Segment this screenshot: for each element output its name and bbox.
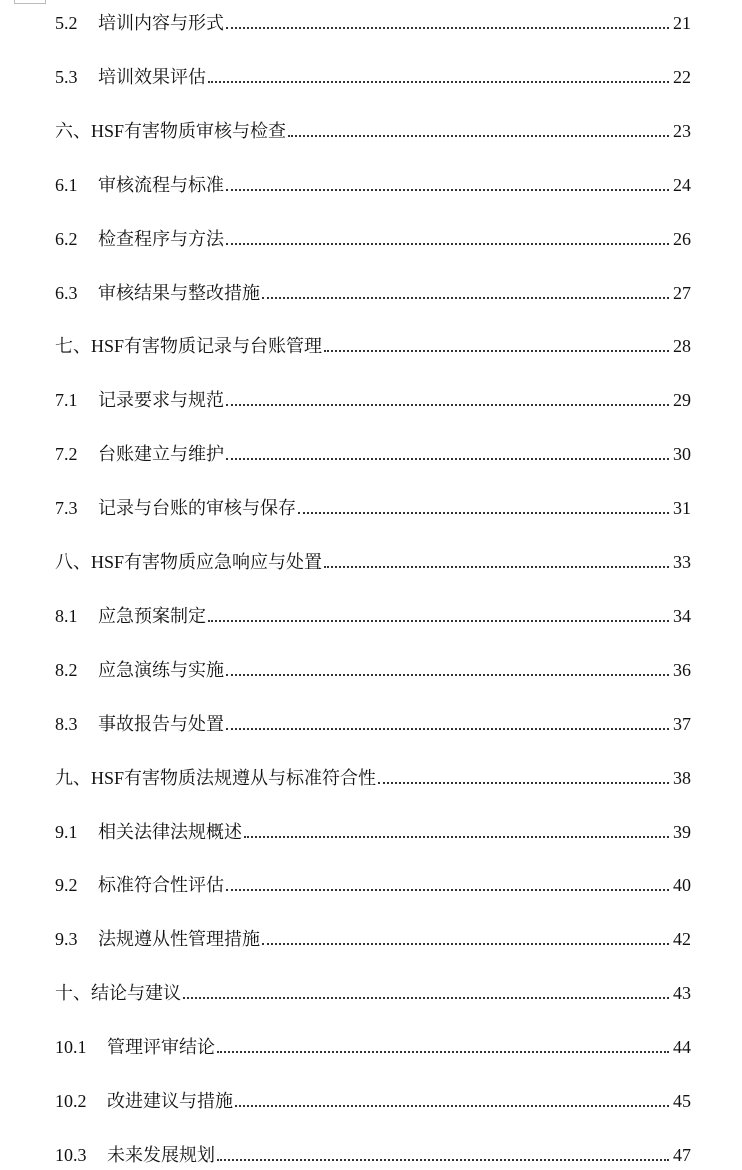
toc-entry-number: 5.2: [55, 13, 78, 33]
dot-leader: [324, 566, 669, 568]
toc-entry-number: 7.3: [55, 498, 78, 519]
toc-entry-title: 审核流程与标准: [98, 174, 224, 195]
toc-entry-title: 八、HSF有害物质应急响应与处置: [55, 552, 323, 572]
dot-leader: [226, 674, 669, 676]
toc-entry[interactable]: [55, 599, 691, 627]
toc-entry-number: 10.3: [55, 1144, 87, 1165]
toc-entry-title: 未来发展规划: [107, 1144, 215, 1165]
toc-entry[interactable]: [55, 976, 691, 1004]
toc-entry[interactable]: [55, 114, 691, 142]
toc-entry-page: 29: [673, 390, 691, 411]
toc-entry-number: 7.1: [55, 390, 78, 411]
toc-entry-title: 台账建立与维护: [98, 444, 224, 465]
dot-leader: [226, 889, 669, 891]
toc-entry-page: 33: [673, 552, 691, 572]
dot-leader: [244, 836, 669, 838]
toc-entry-page: 24: [673, 174, 691, 195]
dot-leader: [378, 782, 669, 784]
toc-entry[interactable]: [55, 168, 691, 196]
toc-entry-number: 6.3: [55, 282, 78, 303]
toc-entry-page: 40: [673, 875, 691, 896]
toc-entry-title: 应急预案制定: [98, 605, 206, 626]
toc-entry[interactable]: [55, 276, 691, 304]
toc-entry-title: 六、HSF有害物质审核与检查: [55, 120, 287, 141]
toc-entry[interactable]: [55, 545, 691, 573]
dot-leader: [217, 1051, 669, 1053]
toc-entry-number: 6.2: [55, 228, 78, 249]
toc-entry-number: 7.2: [55, 444, 78, 465]
dot-leader: [183, 997, 669, 999]
toc-entry-number: 10.2: [55, 1091, 87, 1111]
toc-entry-page: 45: [673, 1091, 691, 1111]
toc-entry[interactable]: [55, 707, 691, 735]
toc-entry-number: 9.2: [55, 875, 78, 896]
page-corner-mark: [14, 0, 46, 4]
toc-entry-title: 培训内容与形式: [98, 13, 224, 33]
toc-entry-page: 39: [673, 821, 691, 842]
dot-leader: [235, 1105, 669, 1107]
toc-entry-title: 九、HSF有害物质法规遵从与标准符合性: [55, 767, 377, 788]
dot-leader: [226, 189, 669, 191]
toc-entry-page: 27: [673, 282, 691, 303]
toc-entry-page: 36: [673, 659, 691, 680]
toc-entry[interactable]: [55, 1084, 691, 1112]
toc-entry-title: 培训效果评估: [98, 66, 206, 87]
dot-leader: [217, 1159, 669, 1161]
dot-leader: [226, 728, 669, 730]
dot-leader: [226, 404, 669, 406]
toc-entry[interactable]: [55, 60, 691, 88]
dot-leader: [298, 512, 669, 514]
toc-entry[interactable]: [55, 491, 691, 519]
toc-entry-title: 记录要求与规范: [98, 390, 224, 411]
toc-entry-title: 记录与台账的审核与保存: [98, 498, 296, 519]
toc-entry[interactable]: [55, 437, 691, 465]
dot-leader: [288, 135, 669, 137]
toc-entry-page: 43: [673, 983, 691, 1004]
toc-entry[interactable]: [55, 329, 691, 357]
dot-leader: [226, 27, 669, 29]
toc-entry[interactable]: [55, 383, 691, 411]
toc-entry[interactable]: [55, 1030, 691, 1058]
toc-entry-title: 应急演练与实施: [98, 659, 224, 680]
toc-entry-number: 9.1: [55, 821, 78, 842]
dot-leader: [226, 458, 669, 460]
toc-entry-title: 审核结果与整改措施: [98, 282, 260, 303]
toc-entry[interactable]: [55, 1138, 691, 1166]
dot-leader: [208, 81, 669, 83]
dot-leader: [208, 620, 669, 622]
dot-leader: [324, 350, 669, 352]
toc-entry-page: 38: [673, 767, 691, 788]
toc-entry-page: 31: [673, 498, 691, 519]
toc-entry-title: 十、结论与建议: [55, 983, 181, 1004]
toc-entry-number: 5.3: [55, 66, 78, 87]
toc-entry-title: 相关法律法规概述: [98, 821, 242, 842]
toc-entry-page: 28: [673, 336, 691, 357]
toc-entry-page: 30: [673, 444, 691, 465]
toc-entry-page: 21: [673, 13, 691, 33]
toc-entry-number: 6.1: [55, 174, 78, 195]
toc-entry[interactable]: [55, 6, 691, 34]
toc-entry[interactable]: [55, 868, 691, 896]
toc-entry[interactable]: [55, 922, 691, 950]
toc-entry-page: 23: [673, 120, 691, 141]
toc-entry-number: 8.3: [55, 713, 78, 734]
toc-entry-title: 事故报告与处置: [98, 713, 224, 734]
toc-entry-page: 34: [673, 605, 691, 626]
toc-entry-title: 七、HSF有害物质记录与台账管理: [55, 336, 323, 357]
dot-leader: [262, 297, 669, 299]
toc-entry-page: 42: [673, 929, 691, 950]
toc-entry-page: 47: [673, 1144, 691, 1165]
toc-entry-number: 8.2: [55, 659, 78, 680]
toc-entry[interactable]: [55, 761, 691, 789]
toc-entry-page: 37: [673, 713, 691, 734]
toc-entry-page: 22: [673, 66, 691, 87]
dot-leader: [262, 943, 669, 945]
toc-entry-title: 检查程序与方法: [98, 228, 224, 249]
toc-entry-number: 9.3: [55, 929, 78, 950]
toc-entry-page: 26: [673, 228, 691, 249]
toc-entry-page: 44: [673, 1037, 691, 1058]
toc-entry-title: 改进建议与措施: [107, 1091, 233, 1111]
toc-entry[interactable]: [55, 815, 691, 843]
toc-entry-number: 10.1: [55, 1037, 87, 1058]
toc-entry[interactable]: [55, 653, 691, 681]
toc-entry-title: 标准符合性评估: [98, 875, 224, 896]
dot-leader: [226, 243, 669, 245]
toc-entry-number: 8.1: [55, 605, 78, 626]
toc-entry-title: 法规遵从性管理措施: [98, 929, 260, 950]
toc-entry-title: 管理评审结论: [107, 1037, 215, 1058]
toc-entry[interactable]: [55, 222, 691, 250]
